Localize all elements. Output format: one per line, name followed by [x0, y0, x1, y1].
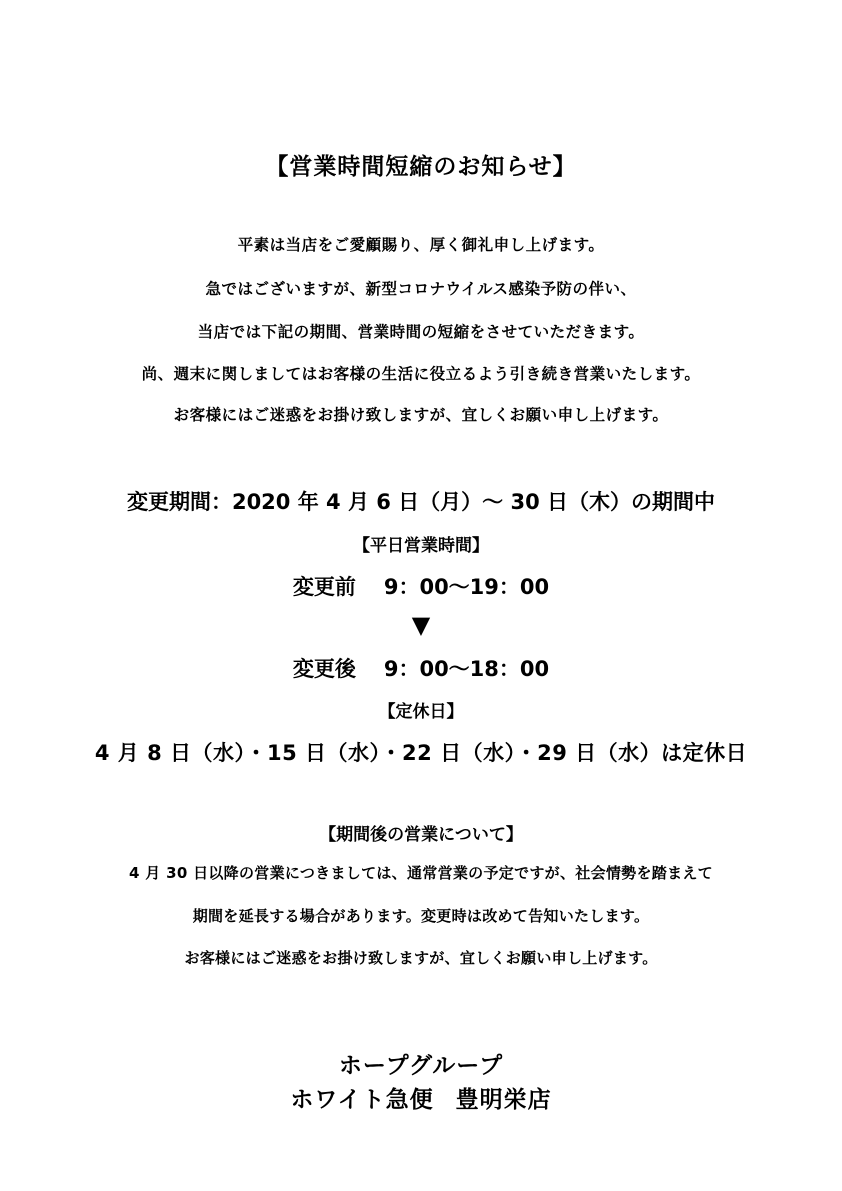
holiday-dates: 4 月 8 日（水）・15 日（水）・22 日（水）・29 日（水）は定休日 [94, 741, 748, 765]
store-brand: ホワイト急便 [290, 1087, 434, 1113]
intro-line-4: 尚、週末に関しましてはお客様の生活に役立るよう引き続き営業いたします。 [141, 365, 701, 383]
weekday-hours-heading: 【平日営業時間】 [353, 536, 489, 556]
hours-before-row [0, 571, 842, 601]
intro-line-5: お客様にはご迷惑をお掛け致しますが、宜しくお願い申し上げます。 [173, 406, 669, 424]
intro-line-1: 平素は当店をご愛顧賜り、厚く御礼申し上げます。 [237, 236, 605, 254]
after-label: 変更後 [292, 657, 356, 681]
after-period-heading: 【期間後の営業について】 [319, 825, 523, 845]
before-label: 変更前 [292, 575, 356, 599]
hours-after-row [0, 653, 842, 683]
store-signature [0, 1081, 842, 1114]
before-time: 9：00～19：00 [383, 575, 550, 599]
store-name: 豊明栄店 [455, 1087, 552, 1113]
notice-title: 【営業時間短縮のお知らせ】 [265, 154, 577, 180]
company-group: ホープグループ [338, 1053, 504, 1079]
after-period-line-1: 4 月 30 日以降の営業につきましては、通常営業の予定ですが、社会情勢を踏まえて [129, 864, 713, 882]
holiday-heading: 【定休日】 [378, 702, 464, 722]
intro-line-3: 当店では下記の期間、営業時間の短縮をさせていただきます。 [197, 323, 645, 341]
after-period-line-2: 期間を延長する場合があります。変更時は改めて告知いたします。 [192, 907, 650, 925]
after-period-line-3: お客様にはご迷惑をお掛け致しますが、宜しくお願い申し上げます。 [184, 949, 658, 967]
after-time: 9：00～18：00 [383, 657, 550, 681]
down-arrow-icon: ▼ [411, 611, 431, 639]
change-period: 変更期間：2020 年 4 月 6 日（月）～ 30 日（木）の期間中 [126, 490, 716, 514]
intro-line-2: 急ではございますが、新型コロナウイルス感染予防の伴い、 [205, 280, 637, 298]
